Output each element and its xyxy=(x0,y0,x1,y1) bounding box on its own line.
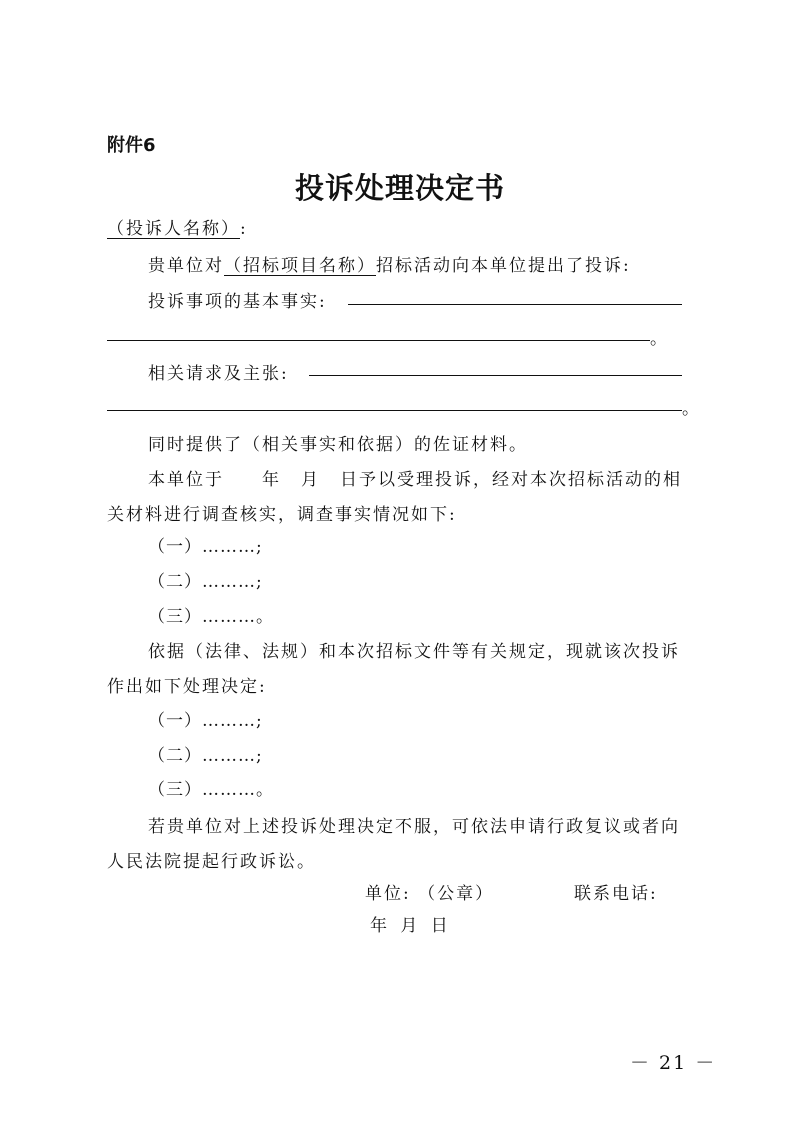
accept-prefix: 本单位于 xyxy=(148,470,224,490)
claims-label: 相关请求及主张: xyxy=(148,364,289,384)
complaint-intro xyxy=(148,251,631,276)
finding-3: （三）………。 xyxy=(148,607,274,627)
signature-unit: 单位: （公章） xyxy=(365,884,495,904)
claims-blank-2 xyxy=(107,410,682,411)
project-name: （招标项目名称） xyxy=(224,256,376,276)
addressee-line xyxy=(107,214,248,239)
decision-1: （一）………; xyxy=(148,711,263,731)
finding-2: （二）………; xyxy=(148,572,263,592)
accept-day-text: 日予以受理投诉，经对本次招标活动的相 xyxy=(340,470,682,490)
page-number: － 21 － xyxy=(630,1052,717,1074)
facts-blank-1 xyxy=(348,304,682,305)
basis-line-1: 依据（法律、法规）和本次招标文件等有关规定，现就该次投诉 xyxy=(148,642,680,662)
acceptance-line xyxy=(148,465,682,490)
decision-2: （二）………; xyxy=(148,746,263,766)
intro-prefix: 贵单位对 xyxy=(148,256,224,276)
decision-3: （三）………。 xyxy=(148,780,274,800)
finding-1: （一）………; xyxy=(148,537,263,557)
claims-end: 。 xyxy=(682,399,701,419)
document-title: 投诉处理决定书 xyxy=(294,171,505,205)
acceptance-line-2: 关材料进行调查核实，调查事实情况如下: xyxy=(107,505,457,525)
signature-phone: 联系电话: xyxy=(574,884,658,904)
accept-year: 年 xyxy=(262,470,281,490)
evidence-line: 同时提供了（相关事实和依据）的佐证材料。 xyxy=(148,435,528,455)
basis-line-2: 作出如下处理决定: xyxy=(107,677,267,697)
facts-end: 。 xyxy=(650,329,669,349)
facts-label: 投诉事项的基本事实: xyxy=(148,292,327,312)
accept-month: 月 xyxy=(301,470,320,490)
addressee-suffix: : xyxy=(240,219,248,239)
facts-blank-2 xyxy=(107,340,650,341)
appeal-line-1: 若贵单位对上述投诉处理决定不服，可依法申请行政复议或者向 xyxy=(148,817,680,837)
annex-label: 附件6 xyxy=(107,135,156,156)
addressee-name: （投诉人名称） xyxy=(107,219,240,239)
appeal-line-2: 人民法院提起行政诉讼。 xyxy=(107,852,316,872)
signature-date: 年 月 日 xyxy=(370,916,452,936)
intro-suffix: 招标活动向本单位提出了投诉: xyxy=(376,256,631,276)
claims-blank-1 xyxy=(309,375,682,376)
